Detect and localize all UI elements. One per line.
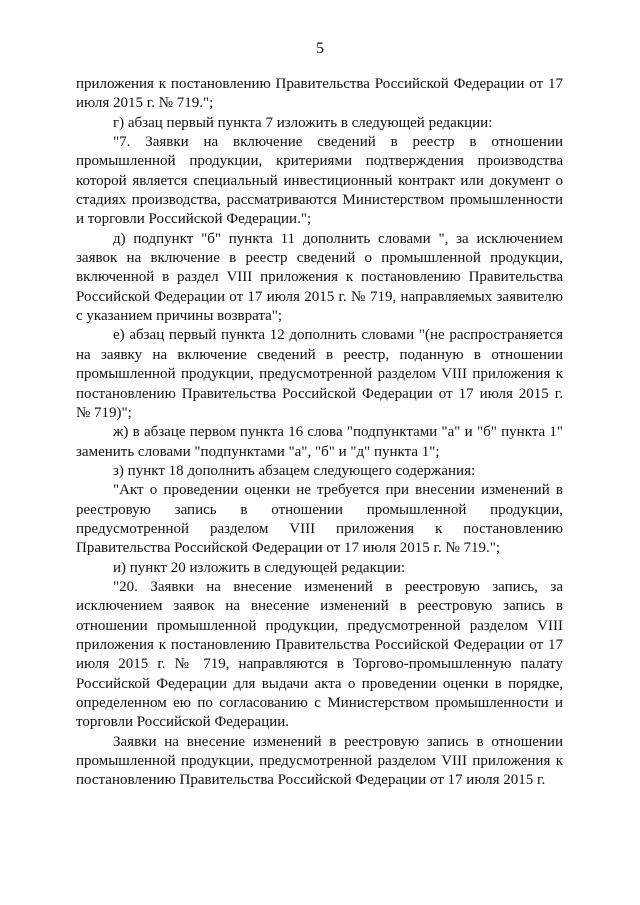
paragraph-item-i: и) пункт 20 изложить в следующей редакции: [113, 559, 406, 576]
paragraph-item-g: г) абзац первый пункта 7 изложить в следующей редакции: [113, 114, 493, 131]
paragraph-quote-7: "7. Заявки на включение сведений в реестр в отношении промышленной продукции, критериями подтверждения производства которой является специальный инвестиционный контракт или документ о стадиях производства, рассматриваются Министерством промышленности и торговли Российской Федерации."; [76, 134, 563, 228]
document-body [76, 75, 563, 791]
paragraph-quote-act: "Акт о проведении оценки не требуется при внесении изменений в реестровую запись в отношении промышленной продукции, предусмотренной разделом VIII приложения к постановлению Правительства Российской Федерации от 17 июля 2015 г. № 719."; [76, 482, 563, 557]
paragraph-continuation: приложения к постановлению Правительства Российской Федерации от 17 июля 2015 г. № 719."; [76, 76, 563, 112]
paragraph-item-d: д) подпункт "б" пункта 11 дополнить словами ", за исключением заявок на включение в реестр сведений о промышленной продукции, включенной в раздел VIII приложения к постановлению Правительства Российской Федерации от 17 июля 2015 г. № 719, направляемых заявителю с указанием причины возврата"; [76, 230, 563, 325]
paragraph-item-e: е) абзац первый пункта 12 дополнить словами "(не распространяется на заявку на включение сведений в реестр, поданную в отношении промышленной продукции, предусмотренной разделом VIII приложения к постановлению Правительства Российской Федерации от 17 июля 2015 г. № 719)"; [76, 327, 563, 421]
page-number: 5 [316, 40, 324, 57]
paragraph-quote-20: "20. Заявки на внесение изменений в реестровую запись, за исключением заявок на внесение изменений в реестровую запись в отношении промышленной продукции, предусмотренной разделом VIII приложения к постановлению Правительства Российской Федерации от 17 июля 2015 г. № 719, направляются в Торгово-промышленную палату Российской Федерации для выдачи акта о проведении оценки в порядке, определенном ею по согласованию с Министерством промышленности и торговли Российской Федерации. [76, 578, 563, 731]
paragraph-applications: Заявки на внесение изменений в реестровую запись в отношении промышленной продукции, предусмотренной разделом VIII приложения к постановлению Правительства Российской Федерации от 17 июля 2015 г. [76, 733, 563, 789]
paragraph-item-zh: ж) в абзаце первом пункта 16 слова "подпунктами "а" и "б" пункта 1" заменить словами "подпунктами "а", "б" и "д" пункта 1"; [76, 424, 563, 460]
paragraph-item-z: з) пункт 18 дополнить абзацем следующего содержания: [113, 462, 476, 479]
